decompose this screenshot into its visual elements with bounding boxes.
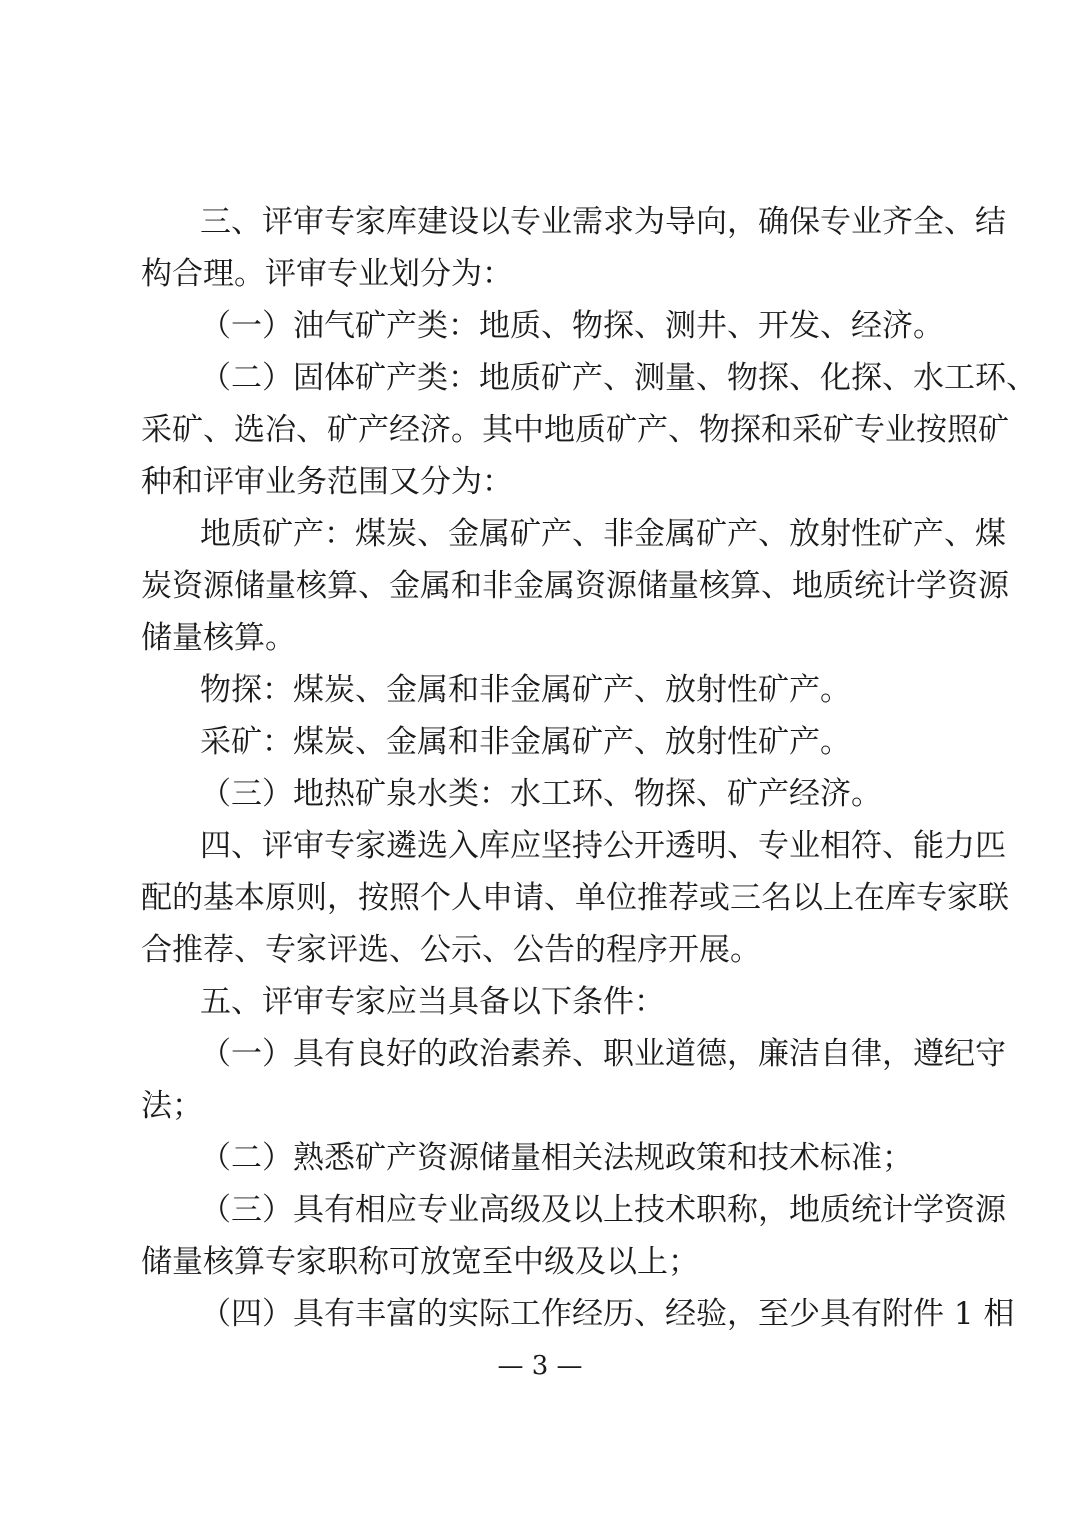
paragraph-line: 地质矿产：煤炭、金属矿产、非金属矿产、放射性矿产、煤 bbox=[200, 516, 1006, 552]
paragraph-line: 种和评审业务范围又分为： bbox=[141, 464, 513, 500]
paragraph-line: 构合理。评审专业划分为： bbox=[141, 256, 513, 292]
paragraph-line: 法； bbox=[141, 1088, 203, 1124]
page-number: — 3 — bbox=[497, 1351, 583, 1381]
paragraph-line: 采矿、选冶、矿产经济。其中地质矿产、物探和采矿专业按照矿 bbox=[141, 412, 1009, 448]
paragraph-line: 物探：煤炭、金属和非金属矿产、放射性矿产。 bbox=[200, 672, 851, 708]
paragraph-line: （二）固体矿产类：地质矿产、测量、物探、化探、水工环、 bbox=[200, 360, 1037, 396]
paragraph-line: 三、评审专家库建设以专业需求为导向，确保专业齐全、结 bbox=[200, 204, 1006, 240]
paragraph-line: （一）油气矿产类：地质、物探、测井、开发、经济。 bbox=[200, 308, 944, 344]
paragraph-line: （一）具有良好的政治素养、职业道德，廉洁自律，遵纪守 bbox=[200, 1036, 1006, 1072]
paragraph-line: 五、评审专家应当具备以下条件： bbox=[200, 984, 665, 1020]
paragraph-line: 储量核算专家职称可放宽至中级及以上； bbox=[141, 1244, 699, 1280]
paragraph-line: （三）具有相应专业高级及以上技术职称，地质统计学资源 bbox=[200, 1192, 1006, 1228]
paragraph-line: （三）地热矿泉水类：水工环、物探、矿产经济。 bbox=[200, 776, 882, 812]
paragraph-line: 四、评审专家遴选入库应坚持公开透明、专业相符、能力匹 bbox=[200, 828, 1006, 864]
paragraph-line: （四）具有丰富的实际工作经历、经验，至少具有附件 1 相 bbox=[200, 1296, 1015, 1332]
paragraph-line: （二）熟悉矿产资源储量相关法规政策和技术标准； bbox=[200, 1140, 913, 1176]
paragraph-line: 储量核算。 bbox=[141, 620, 296, 656]
paragraph-line: 采矿：煤炭、金属和非金属矿产、放射性矿产。 bbox=[200, 724, 851, 760]
paragraph-line: 配的基本原则，按照个人申请、单位推荐或三名以上在库专家联 bbox=[141, 880, 1009, 916]
paragraph-line: 合推荐、专家评选、公示、公告的程序开展。 bbox=[141, 932, 761, 968]
paragraph-line: 炭资源储量核算、金属和非金属资源储量核算、地质统计学资源 bbox=[141, 568, 1009, 604]
